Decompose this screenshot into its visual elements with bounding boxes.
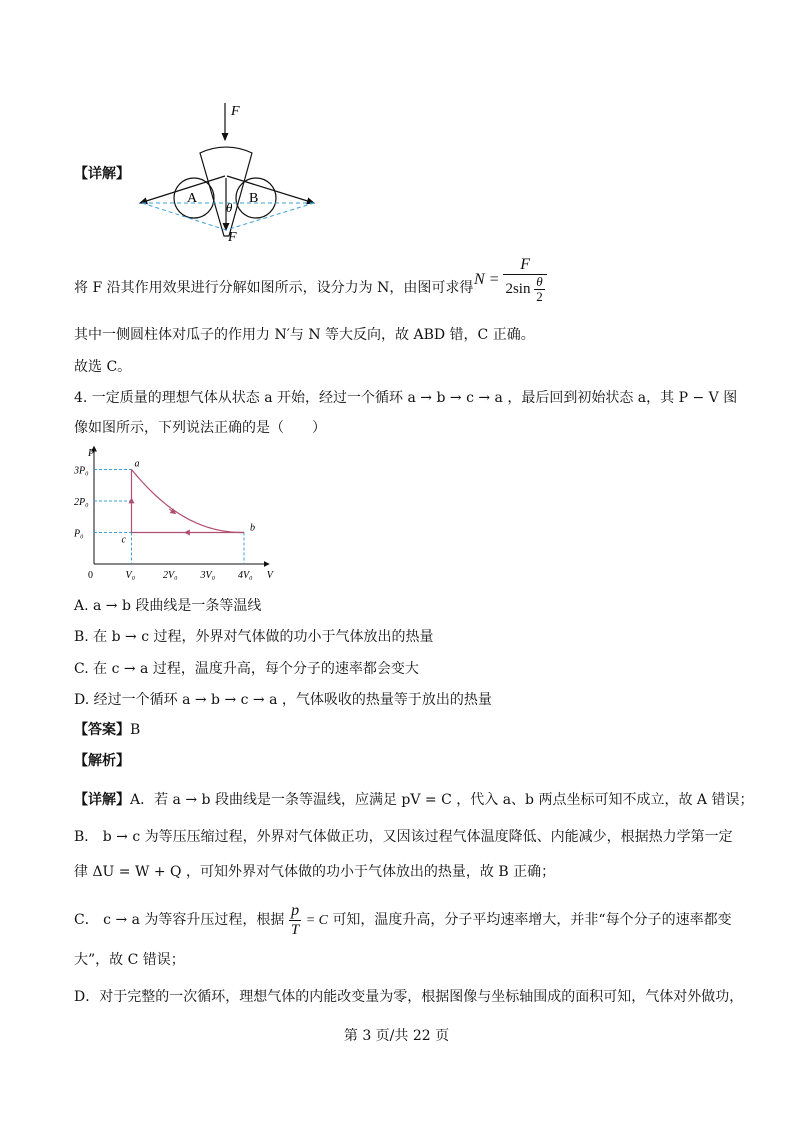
option-a: A. a → b 段曲线是一条等温线 — [74, 598, 262, 614]
angle-label: θ — [226, 200, 233, 215]
x-tick-label: V₀ — [125, 570, 136, 581]
force-top-label: F — [231, 104, 240, 119]
explanation-line2: 其中一侧圆柱体对瓜子的作用力 N′与 N 等大反向，故 ABD 错，C 正确。 — [74, 327, 535, 343]
pv-chart — [72, 446, 287, 584]
option-c: C. 在 c → a 过程，温度升高，每个分子的速率都会变大 — [74, 661, 419, 677]
origin-label: 0 — [88, 570, 93, 581]
explanation-line3: 故选 C。 — [74, 359, 132, 375]
force-diagram — [128, 98, 348, 248]
y-tick-label: 3P₀ — [74, 465, 89, 477]
explanation-line1: 将 F 沿其作用效果进行分解如图所示，设分力为 N，由图可求得 — [74, 280, 474, 296]
details-c2: 大”，故 C 错误； — [74, 952, 185, 968]
x-tick-label: 4V₀ — [238, 570, 253, 581]
option-d: D. 经过一个循环 a → b → c → a ，气体吸收的热量等于放出的热量 — [74, 692, 492, 708]
details-a: 【详解】A．若 a → b 段曲线是一条等温线，应满足 pV = C ，代入 a、b 两点坐标可知不成立，故 A 错误； — [74, 792, 754, 808]
answer: 【答案】B — [74, 722, 141, 738]
point-c-label: c — [121, 534, 126, 546]
detail-label-top: 【详解】 — [74, 166, 130, 182]
x-axis-label: V — [266, 570, 273, 581]
details-c1: C． c → a 为等容升压过程，根据 $\frac{p}{T}$ = C 可知，温度升高，分子平均速率增大，并非“每个分子的速率都变 — [74, 901, 732, 938]
formula-pt: $\frac{p}{T}$ — [290, 901, 300, 938]
point-b-label: b — [250, 522, 255, 534]
question-stem-line2: 像如图所示，下列说法正确的是（ ） — [74, 420, 326, 436]
option-b: B. 在 b → c 过程，外界对气体做的功小于气体放出的热量 — [74, 629, 434, 645]
x-tick-label: 2V₀ — [163, 570, 178, 581]
formula-n: N = F 2sin $\frac{\theta}{2}$ — [474, 256, 547, 304]
page-footer: 第 3 页/共 22 页 — [343, 1028, 450, 1044]
point-a-label: a — [134, 458, 140, 470]
ball-b-label: B — [249, 191, 259, 206]
details-d1: D．对于完整的一次循环，理想气体的内能改变量为零，根据图像与坐标轴围成的面积可知，气体对外做功， — [74, 989, 744, 1005]
y-axis-label: P — [88, 448, 95, 459]
x-tick-label: 3V₀ — [200, 570, 216, 581]
curve-a-to-b — [132, 470, 245, 533]
details-b2: 律 ΔU = W + Q ，可知外界对气体做的功小于气体放出的热量，故 B 正确； — [74, 864, 556, 880]
question-stem-line1: 4. 一定质量的理想气体从状态 a 开始，经过一个循环 a → b → c → a ，最后回到初始状态 a，其 P − V 图 — [74, 390, 738, 406]
ball-a-label: A — [187, 191, 198, 206]
details-b1: B． b → c 为等压压缩过程，外界对气体做正功，又因该过程气体温度降低、内能减少，根据热力学第一定 — [74, 829, 733, 845]
force-bottom-label: F — [228, 230, 237, 245]
y-tick-label: P₀ — [74, 528, 84, 540]
y-tick-label: 2P₀ — [74, 497, 89, 508]
analysis-label: 【解析】 — [74, 753, 130, 769]
